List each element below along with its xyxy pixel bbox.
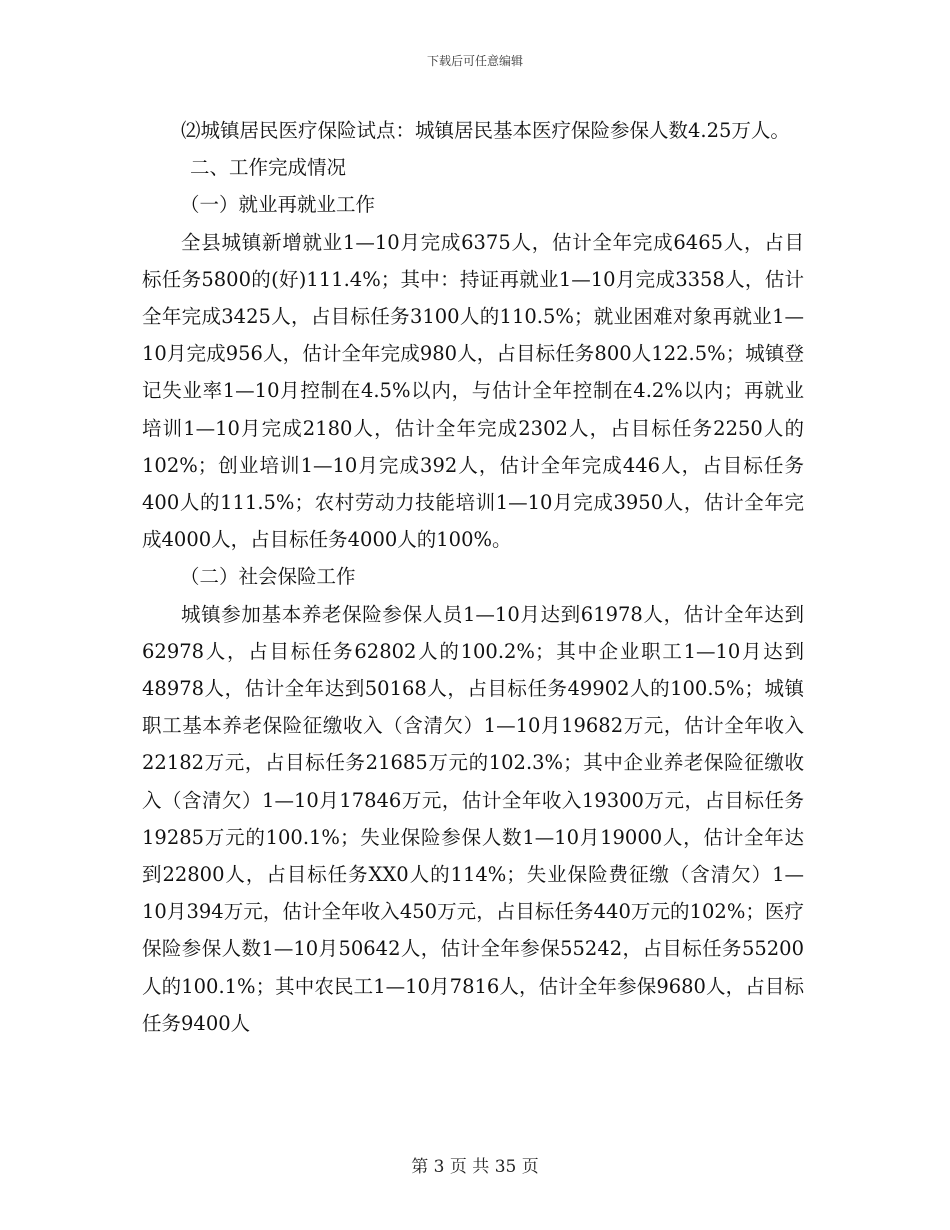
subsection-heading-social-insurance: （二）社会保险工作: [180, 565, 356, 589]
page-number-footer: 第 3 页 共 35 页: [411, 1157, 539, 1177]
page-header-note: 下载后可任意编辑: [426, 54, 523, 68]
paragraph-social-insurance: 城镇参加基本养老保险参保人员1—10月达到61978人，估计全年达到62978人，占目标任务62802人的100.2%；其中企业职工1—10月达到48978人，估计全年达到50168人，占目标任务49902人的100.5%；城镇职工基本养老保险征缴收入（含清欠）1—10月19682万元，估计全年收入22182万元，占目标任务21685万元的102.3%；其中企业养老保险征缴收入（含清欠）1—10月17846万元，估计全年收入19300万元，占目标任务19285万元的100.1%；失业保险参保人数1—10月19000人，估计全年达到22800人，占目标任务XX0人的114%；失业保险费征缴（含清欠）1—10月394万元，估计全年收入450万元，占目标任务440万元的102%；医疗保险参保人数1—10月50642人，估计全年参保55242，占目标任务55200人的100.1%；其中农民工1—10月7816人，估计全年参保9680人，占目标任务9400人: [142, 602, 804, 1035]
section-heading-work-completion: 二、工作完成情况: [190, 156, 347, 180]
paragraph-employment: 全县城镇新增就业1—10月完成6375人，估计全年完成6465人，占目标任务5800的(好)111.4%；其中：持证再就业1—10月完成3358人，估计全年完成3425人，占目标任务3100人的110.5%；就业困难对象再就业1—10月完成956人，估计全年完成980人，占目标任务800人122.5%；城镇登记失业率1—10月控制在4.5%以内，与估计全年控制在4.2%以内；再就业培训1—10月完成2180人，估计全年完成2302人，占目标任务2250人的102%；创业培训1—10月完成392人，估计全年完成446人，占目标任务400人的111.5%；农村劳动力技能培训1—10月完成3950人，估计全年完成4000人，占目标任务4000人的100%。: [142, 230, 804, 552]
paragraph-medical-insurance-pilot: ⑵城镇居民医疗保险试点：城镇居民基本医疗保险参保人数4.25万人。: [181, 119, 790, 142]
document-body: [142, 112, 804, 1042]
subsection-heading-employment: （一）就业再就业工作: [180, 193, 376, 217]
